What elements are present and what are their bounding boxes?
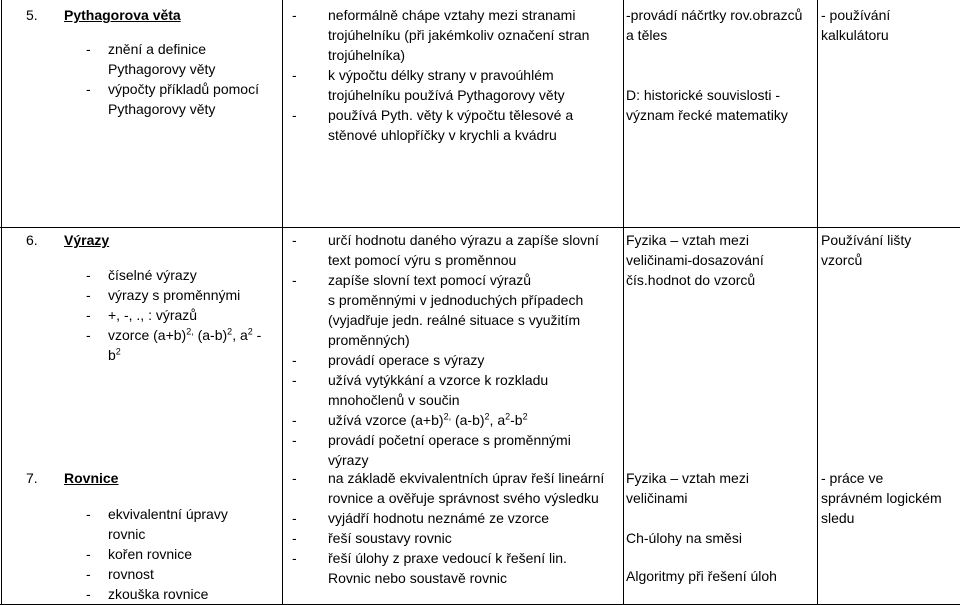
outcome-list: - neformálně chápe vztahy mezi stranami trojúhelníku (při jakémkoliv označení stran trojúhelníka) - k výpočtu délky strany v pravoúhlém trojúhelníku používá Pythagorovy věty - používá Pyth. věty k výpočtu tělesové a stěnové uhlopříčky v krychli a kvádru — [292, 7, 590, 143]
table-row — [26, 468, 118, 488]
note-item: kalkulátoru — [821, 27, 889, 43]
outcome-item: rovnice a ověřuje správnost svého výsledku — [328, 490, 599, 506]
row-number: 5. — [26, 7, 38, 23]
outcome-item: výrazy — [328, 452, 369, 468]
notes-cell — [821, 468, 942, 528]
column-divider — [817, 0, 818, 605]
relation-item: Fyzika – vztah mezi — [626, 470, 749, 486]
topic-item: výrazy s proměnnými — [108, 287, 241, 303]
note-item: sledu — [821, 510, 855, 526]
relation-item: D: historické souvislosti - — [626, 87, 781, 103]
table-border-left — [1, 0, 2, 605]
column-divider — [282, 0, 283, 605]
topic-item: číselné výrazy — [108, 267, 197, 283]
relations-cell — [626, 230, 764, 290]
outcome-item: užívá vytýkkání a vzorce k rozkladu — [328, 372, 549, 388]
topic-item: vzorce (a+b) — [108, 327, 187, 343]
notes-cell — [821, 5, 890, 45]
outcome-item: trojúhelníku (při jakémkoliv označení stran — [328, 27, 590, 43]
relations-cell — [626, 468, 777, 586]
topic-item: Pythagorovy věty — [108, 101, 216, 117]
row-title: Pythagorova věta — [64, 7, 181, 23]
note-item: správném logickém — [821, 490, 942, 506]
relation-item: a těles — [626, 27, 668, 43]
outcome-list: - určí hodnotu daného výrazu a zapíše slovní text pomocí výru s proměnnou - zapíše slovní text pomocí výrazů s proměnnými v jednoduchých případech (vyjadřuje jedn. reálné situace s využitím proměnných) - provádí operace s výrazy - užívá vytýkkání a vzorce k rozkladu mnohočlenů v součin - užívá vzorce $(a+b)^{2,}$ $(a-b)^2$, $a^2-b^2$ - provádí početní operace s proměnnými výrazy — [292, 232, 599, 468]
outcome-item: na základě ekvivalentních úprav řeší lineární — [328, 470, 605, 486]
topic-item: rovnost — [108, 566, 154, 582]
outcome-item: provádí početní operace s proměnnými — [328, 432, 571, 448]
outcome-item: s proměnnými v jednoduchých případech — [328, 292, 584, 308]
outcome-item: řeší úlohy z praxe vedoucí k řešení lin. — [328, 550, 567, 566]
outcome-item: řeší soustavy rovnic — [328, 530, 452, 546]
topic-item: zkouška rovnice — [108, 586, 209, 602]
row-title: Výrazy — [64, 232, 110, 248]
note-item: - používání — [821, 7, 891, 23]
outcome-item: trojúhelníku používá Pythagorovy věty — [328, 87, 565, 103]
relation-item: Algoritmy při řešení úloh — [626, 568, 777, 584]
table-row — [26, 5, 181, 25]
relations-cell — [626, 5, 802, 125]
outcome-item: vyjádří hodnotu neznámé ze vzorce — [328, 510, 550, 526]
row-divider — [0, 227, 960, 228]
topic-item: Pythagorovy věty — [108, 61, 216, 77]
outcome-item: trojúhelníka) — [328, 47, 406, 63]
topic-item: rovnic — [108, 526, 146, 542]
outcome-item: užívá vzorce (a+b) — [328, 412, 444, 428]
notes-cell — [821, 230, 911, 270]
outcome-item: mnohočlenů v součin — [328, 392, 460, 408]
relation-item: -provádí náčrtky rov.obrazců — [626, 7, 803, 23]
relation-item: veličinami-dosazování — [626, 252, 764, 268]
outcome-item: zapíše slovní text pomocí výrazů — [328, 272, 532, 288]
row-number: 7. — [26, 470, 38, 486]
note-item: - práce ve — [821, 470, 884, 486]
note-item: vzorců — [821, 252, 863, 268]
outcome-item: stěnové uhlopříčky v krychli a kvádru — [328, 127, 557, 143]
table-row — [26, 230, 109, 250]
topic-item: znění a definice — [108, 41, 207, 57]
outcome-item: (vyjadřuje jedn. reálné situace s využitím — [328, 312, 581, 328]
outcome-item: Rovnic nebo soustavě rovnic — [328, 570, 507, 586]
relation-item: Fyzika – vztah mezi — [626, 232, 749, 248]
row-title: Rovnice — [64, 470, 119, 486]
outcome-item: provádí operace s výrazy — [328, 352, 485, 368]
topic-list: - znění a definice Pythagorovy věty - výpočty příkladů pomocí Pythagorovy věty — [86, 41, 259, 117]
outcome-list: - na základě ekvivalentních úprav řeší lineární rovnice a ověřuje správnost svého výsledku - vyjádří hodnotu neznámé ze vzorce - řeší soustavy rovnic - řeší úlohy z praxe vedoucí k řešení lin. Rovnic nebo soustavě rovnic — [292, 470, 605, 586]
topic-item: +, -, ., : výrazů — [108, 307, 198, 323]
outcome-item: neformálně chápe vztahy mezi stranami — [328, 7, 576, 23]
row-number: 6. — [26, 232, 38, 248]
outcome-item: k výpočtu délky strany v pravoúhlém — [328, 67, 554, 83]
topic-item: kořen rovnice — [108, 546, 193, 562]
column-divider — [623, 0, 624, 605]
note-item: Používání lišty — [821, 232, 912, 248]
topic-list: - číselné výrazy - výrazy s proměnnými - +, -, ., : výrazů - vzorce $(a+b)^{2,}$ $(a-b)^2$, $a^2$ - $b^2$ — [86, 267, 262, 363]
relation-item: význam řecké matematiky — [626, 107, 788, 123]
relation-item: veličinami — [626, 490, 688, 506]
topic-item: výpočty příkladů pomocí — [108, 81, 259, 97]
relation-item: čís.hodnot do vzorců — [626, 272, 756, 288]
outcome-item: text pomocí výru s proměnnou — [328, 252, 517, 268]
topic-list: - ekvivalentní úpravy rovnic - kořen rovnice - rovnost - zkouška rovnice — [86, 506, 228, 602]
relation-item: Ch-úlohy na směsi — [626, 530, 742, 546]
outcome-item: určí hodnotu daného výrazu a zapíše slovní — [328, 232, 599, 248]
outcome-item: používá Pyth. věty k výpočtu tělesové a — [328, 107, 574, 123]
outcome-item: proměnných) — [328, 332, 410, 348]
topic-item: ekvivalentní úpravy — [108, 506, 228, 522]
